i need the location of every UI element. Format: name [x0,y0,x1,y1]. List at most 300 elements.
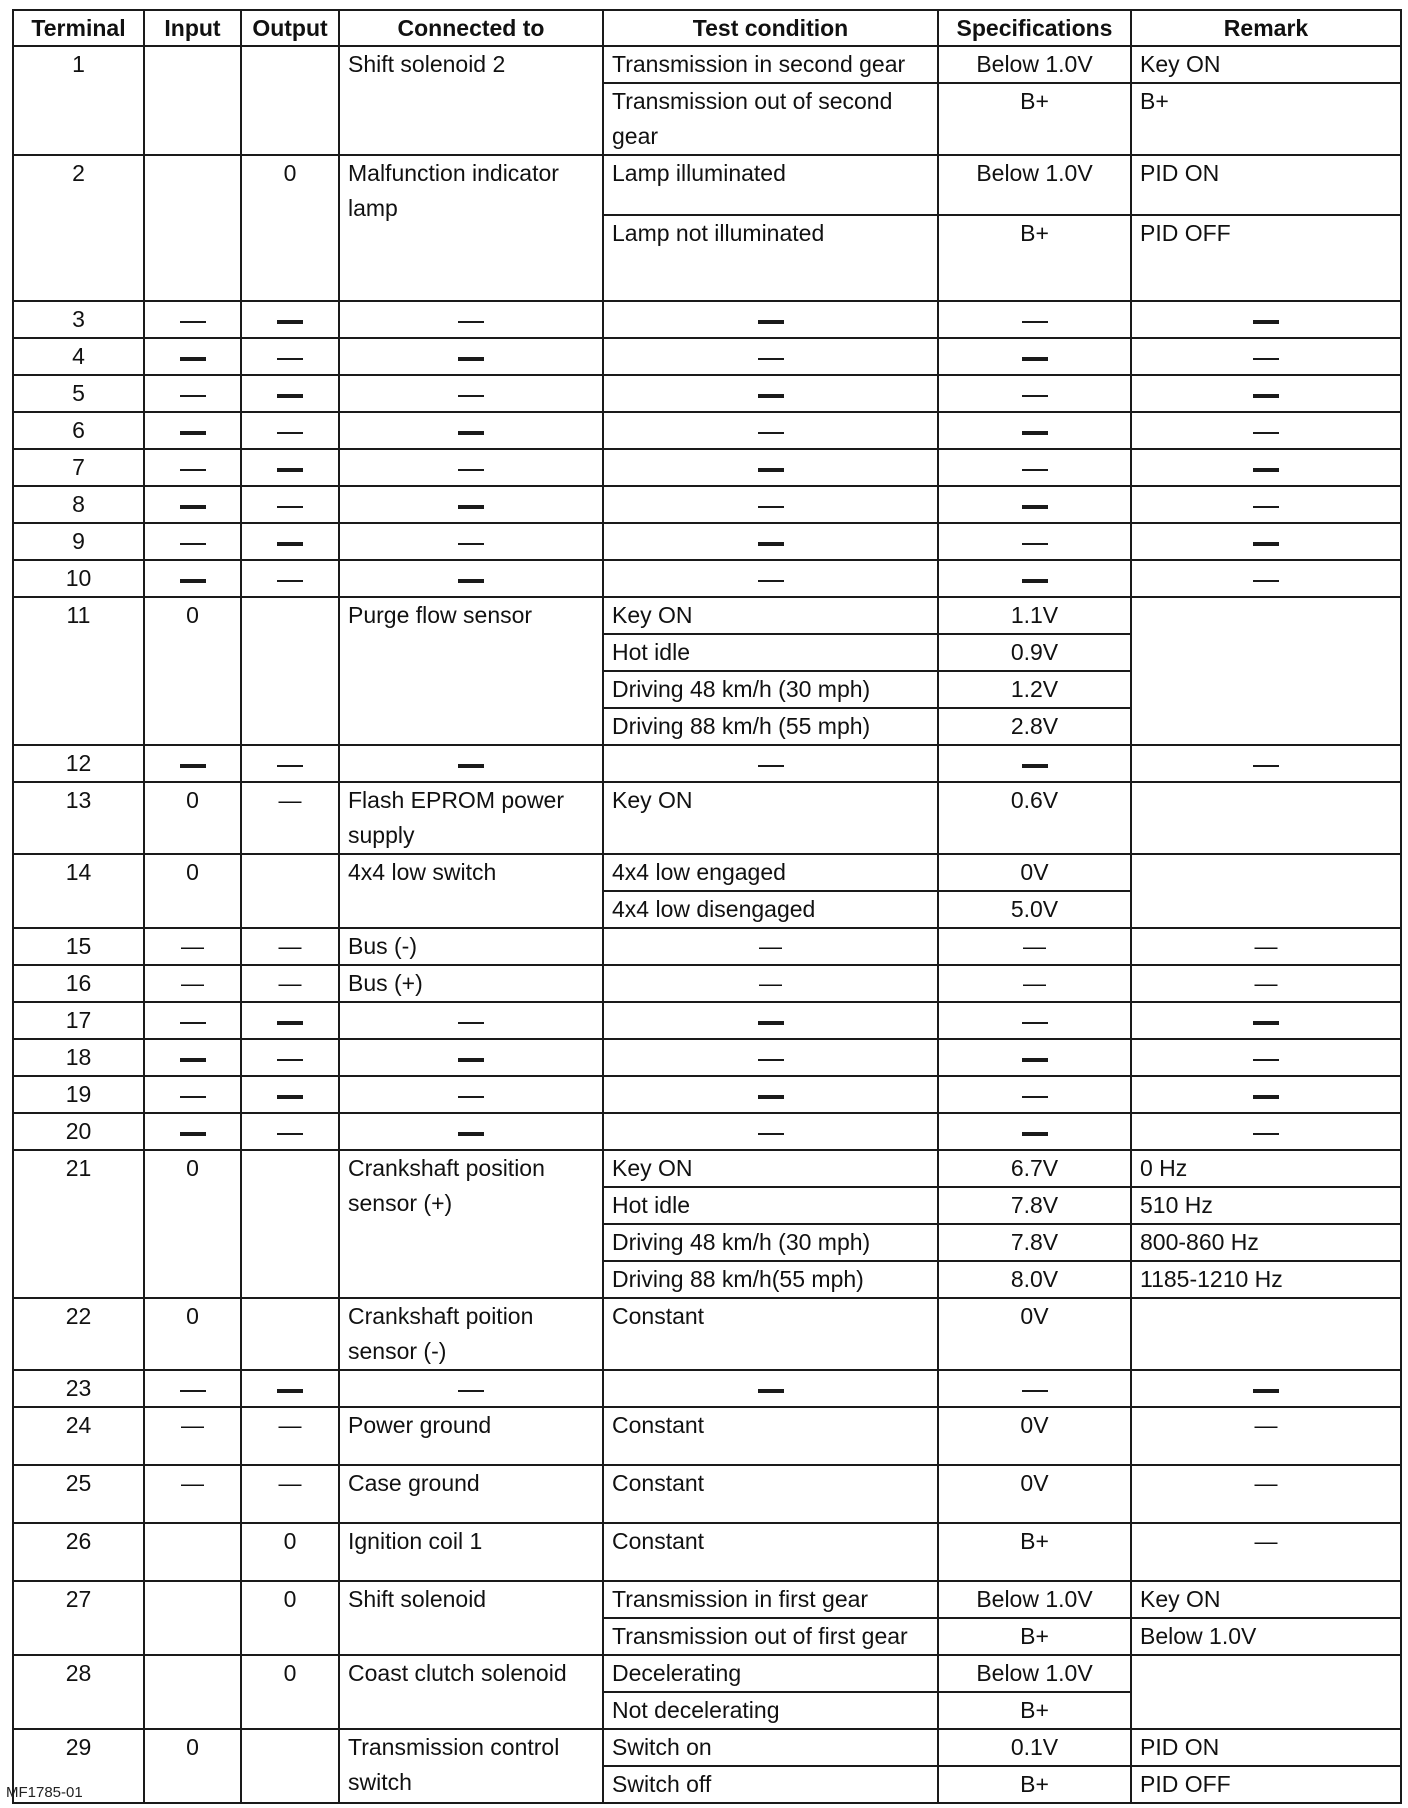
remark-cell [1131,1298,1401,1370]
dash-mark [458,1096,484,1098]
header-terminal: Terminal [13,10,144,46]
output-cell [241,597,339,745]
spec-cell [938,1113,1131,1150]
spec-cell [938,1039,1131,1076]
table-row [13,412,1401,449]
dash-mark [180,395,206,397]
condition-cell: Hot idle [603,634,938,671]
terminal-cell: 26 [13,1523,144,1581]
table-row [13,560,1401,597]
spec-cell: B+ [938,83,1131,155]
input-cell [144,1370,241,1407]
table-row [13,1370,1401,1407]
dash-mark [458,1132,484,1136]
table-row [13,1465,1401,1523]
terminal-cell: 21 [13,1150,144,1298]
dash-mark [758,1389,784,1393]
terminal-cell: 22 [13,1298,144,1370]
dash-mark [758,765,784,767]
remark-cell [1131,301,1401,338]
dash-mark [277,468,303,472]
input-cell: 0 [144,1150,241,1298]
terminal-cell: 2 [13,155,144,301]
dash-mark [758,394,784,398]
header-row [13,10,1401,46]
output-cell [241,1370,339,1407]
terminal-cell: 24 [13,1407,144,1465]
terminal-cell: 6 [13,412,144,449]
remark-cell: — [1131,928,1401,965]
input-cell: 0 [144,1729,241,1803]
output-cell [241,1113,339,1150]
output-cell [241,1298,339,1370]
condition-cell: 4x4 low disengaged [603,891,938,928]
table-row [13,375,1401,412]
header-connected-to: Connected to [339,10,603,46]
table-row [13,46,1401,83]
condition-cell [603,1076,938,1113]
table-row [13,338,1401,375]
connected-cell [339,301,603,338]
dash-mark [758,358,784,360]
terminal-cell: 3 [13,301,144,338]
spec-cell: 5.0V [938,891,1131,928]
remark-cell: PID ON [1131,1729,1401,1766]
output-cell [241,486,339,523]
remark-cell [1131,782,1401,854]
dash-mark [180,431,206,435]
condition-cell [603,1370,938,1407]
spec-cell: 6.7V [938,1150,1131,1187]
table-row [13,1002,1401,1039]
connected-cell: Bus (+) [339,965,603,1002]
remark-cell [1131,1113,1401,1150]
dash-mark [180,579,206,583]
connected-cell: Flash EPROM power supply [339,782,603,854]
spec-cell [938,560,1131,597]
dash-mark [458,1058,484,1062]
terminal-cell: 16 [13,965,144,1002]
connected-cell [339,560,603,597]
spec-cell [938,375,1131,412]
spec-cell: 0.9V [938,634,1131,671]
table-row [13,597,1401,634]
condition-cell: Key ON [603,782,938,854]
dash-mark [758,432,784,434]
dash-mark [277,580,303,582]
dash-mark [458,505,484,509]
spec-cell: — [938,928,1131,965]
table-row [13,1298,1401,1370]
connected-cell [339,375,603,412]
output-cell [241,1039,339,1076]
condition-cell: Driving 48 km/h (30 mph) [603,671,938,708]
remark-cell [1131,375,1401,412]
pin-specification-sheet [12,9,1400,1804]
spec-cell [938,449,1131,486]
dash-mark [1253,1021,1279,1025]
spec-cell [938,523,1131,560]
remark-cell: — [1131,965,1401,1002]
terminal-cell: 13 [13,782,144,854]
condition-cell [603,375,938,412]
input-cell [144,1076,241,1113]
remark-cell: 0 Hz [1131,1150,1401,1187]
condition-cell: Lamp not illuminated [603,215,938,301]
output-cell [241,1729,339,1803]
remark-cell: — [1131,1407,1401,1465]
condition-cell [603,1113,938,1150]
condition-cell: Switch on [603,1729,938,1766]
connected-cell: Ignition coil 1 [339,1523,603,1581]
output-cell [241,301,339,338]
condition-cell: Transmission in second gear [603,46,938,83]
condition-cell: Not decelerating [603,1692,938,1729]
dash-mark [758,1021,784,1025]
dash-mark [1022,1058,1048,1062]
figure-caption: MF1785-01 [6,1784,83,1801]
dash-mark [1253,432,1279,434]
spec-cell: 0V [938,1407,1131,1465]
header-test-condition: Test condition [603,10,938,46]
remark-cell: PID OFF [1131,1766,1401,1803]
dash-mark [1253,468,1279,472]
terminal-cell: 11 [13,597,144,745]
dash-mark [1022,1390,1048,1392]
dash-mark [458,395,484,397]
terminal-cell: 29 [13,1729,144,1803]
terminal-cell: 28 [13,1655,144,1729]
spec-cell [938,412,1131,449]
output-cell [241,1076,339,1113]
condition-cell: Transmission in first gear [603,1581,938,1618]
input-cell [144,412,241,449]
dash-mark [1253,765,1279,767]
input-cell: 0 [144,854,241,928]
dash-mark [277,432,303,434]
dash-mark [1253,1389,1279,1393]
output-cell: — [241,965,339,1002]
terminal-cell: 10 [13,560,144,597]
dash-mark [1253,358,1279,360]
output-cell [241,412,339,449]
dash-mark [180,1022,206,1024]
header-input: Input [144,10,241,46]
input-cell [144,449,241,486]
condition-cell [603,412,938,449]
input-cell: 0 [144,1298,241,1370]
spec-cell: — [938,965,1131,1002]
spec-cell [938,486,1131,523]
terminal-cell: 14 [13,854,144,928]
terminal-cell: 12 [13,745,144,782]
spec-cell [938,338,1131,375]
dash-mark [180,1096,206,1098]
dash-mark [277,1095,303,1099]
output-cell [241,449,339,486]
connected-cell [339,1002,603,1039]
dash-mark [180,357,206,361]
remark-cell [1131,1370,1401,1407]
table-row [13,928,1401,965]
remark-cell: Below 1.0V [1131,1618,1401,1655]
dash-mark [1253,580,1279,582]
connected-cell [339,1039,603,1076]
connected-cell [339,523,603,560]
connected-cell: Coast clutch solenoid [339,1655,603,1729]
dash-mark [1022,431,1048,435]
input-cell: — [144,965,241,1002]
dash-mark [1022,321,1048,323]
condition-cell: Decelerating [603,1655,938,1692]
dash-mark [180,321,206,323]
input-cell: — [144,1465,241,1523]
output-cell [241,745,339,782]
connected-cell [339,745,603,782]
dash-mark [1022,1096,1048,1098]
input-cell: 0 [144,782,241,854]
dash-mark [458,764,484,768]
pin-table [12,9,1402,1804]
dash-mark [1253,320,1279,324]
dash-mark [458,1022,484,1024]
condition-cell: Switch off [603,1766,938,1803]
dash-mark [1022,357,1048,361]
spec-cell: 1.2V [938,671,1131,708]
table-row [13,1076,1401,1113]
spec-cell [938,1076,1131,1113]
spec-cell: 2.8V [938,708,1131,745]
condition-cell: Driving 88 km/h(55 mph) [603,1261,938,1298]
terminal-cell: 20 [13,1113,144,1150]
remark-cell: — [1131,1465,1401,1523]
table-row [13,782,1401,854]
condition-cell: Driving 88 km/h (55 mph) [603,708,938,745]
dash-mark [758,580,784,582]
input-cell [144,745,241,782]
terminal-cell: 19 [13,1076,144,1113]
input-cell [144,46,241,155]
input-cell [144,523,241,560]
dash-mark [1022,579,1048,583]
dash-mark [277,1021,303,1025]
remark-cell [1131,1655,1401,1729]
spec-cell: B+ [938,1523,1131,1581]
connected-cell: Shift solenoid 2 [339,46,603,155]
condition-cell: Lamp illuminated [603,155,938,215]
dash-mark [180,543,206,545]
dash-mark [180,764,206,768]
connected-cell: Transmission control switch [339,1729,603,1803]
output-cell: — [241,782,339,854]
condition-cell: Constant [603,1407,938,1465]
input-cell: — [144,1407,241,1465]
condition-cell [603,1039,938,1076]
dash-mark [277,1059,303,1061]
terminal-cell: 9 [13,523,144,560]
remark-cell [1131,523,1401,560]
input-cell [144,560,241,597]
terminal-cell: 8 [13,486,144,523]
input-cell [144,1039,241,1076]
output-cell [241,523,339,560]
terminal-cell: 17 [13,1002,144,1039]
condition-cell [603,338,938,375]
condition-cell: Constant [603,1523,938,1581]
condition-cell [603,745,938,782]
remark-cell [1131,1039,1401,1076]
spec-cell: 1.1V [938,597,1131,634]
table-row [13,1150,1401,1187]
spec-cell: Below 1.0V [938,46,1131,83]
dash-mark [1253,1059,1279,1061]
condition-cell: Hot idle [603,1187,938,1224]
input-cell: 0 [144,597,241,745]
remark-cell [1131,597,1401,745]
spec-cell: 0V [938,854,1131,891]
input-cell [144,338,241,375]
condition-cell [603,301,938,338]
spec-cell [938,1370,1131,1407]
dash-mark [1022,505,1048,509]
connected-cell: Malfunction indicator lamp [339,155,603,301]
dash-mark [458,357,484,361]
remark-cell [1131,412,1401,449]
dash-mark [1022,1132,1048,1136]
output-cell: 0 [241,1581,339,1655]
spec-cell: B+ [938,1618,1131,1655]
dash-mark [180,1390,206,1392]
connected-cell [339,412,603,449]
remark-cell: B+ [1131,83,1401,155]
output-cell [241,46,339,155]
condition-cell: 4x4 low engaged [603,854,938,891]
condition-cell: Driving 48 km/h (30 mph) [603,1224,938,1261]
remark-cell [1131,449,1401,486]
connected-cell [339,449,603,486]
dash-mark [458,321,484,323]
dash-mark [458,1390,484,1392]
table-row [13,965,1401,1002]
spec-cell: Below 1.0V [938,1655,1131,1692]
terminal-cell: 5 [13,375,144,412]
condition-cell [603,486,938,523]
header-specifications: Specifications [938,10,1131,46]
condition-cell: — [603,928,938,965]
dash-mark [758,320,784,324]
spec-cell [938,1002,1131,1039]
output-cell: 0 [241,1523,339,1581]
spec-cell: 0V [938,1465,1131,1523]
input-cell [144,1523,241,1581]
spec-cell: Below 1.0V [938,155,1131,215]
spec-cell: 7.8V [938,1187,1131,1224]
dash-mark [758,542,784,546]
dash-mark [1022,395,1048,397]
dash-mark [180,505,206,509]
table-row [13,1407,1401,1465]
remark-cell: 510 Hz [1131,1187,1401,1224]
condition-cell [603,449,938,486]
dash-mark [458,431,484,435]
condition-cell [603,1002,938,1039]
dash-mark [458,543,484,545]
spec-cell: 7.8V [938,1224,1131,1261]
dash-mark [277,394,303,398]
connected-cell: Bus (-) [339,928,603,965]
output-cell: — [241,1465,339,1523]
dash-mark [180,469,206,471]
input-cell [144,1655,241,1729]
output-cell: 0 [241,155,339,301]
dash-mark [180,1058,206,1062]
dash-mark [758,468,784,472]
condition-cell [603,523,938,560]
terminal-cell: 25 [13,1465,144,1523]
remark-cell [1131,1002,1401,1039]
terminal-cell: 18 [13,1039,144,1076]
terminal-cell: 27 [13,1581,144,1655]
input-cell [144,1113,241,1150]
dash-mark [758,1059,784,1061]
condition-cell [603,560,938,597]
dash-mark [1253,1095,1279,1099]
remark-cell: Key ON [1131,46,1401,83]
connected-cell: 4x4 low switch [339,854,603,928]
dash-mark [180,1132,206,1136]
spec-cell: 0V [938,1298,1131,1370]
input-cell: — [144,928,241,965]
terminal-cell: 15 [13,928,144,965]
remark-cell [1131,486,1401,523]
spec-cell: B+ [938,1766,1131,1803]
output-cell: 0 [241,1655,339,1729]
connected-cell: Shift solenoid [339,1581,603,1655]
dash-mark [1253,506,1279,508]
output-cell [241,1150,339,1298]
spec-cell: 8.0V [938,1261,1131,1298]
connected-cell [339,1370,603,1407]
condition-cell: Constant [603,1298,938,1370]
table-row [13,745,1401,782]
dash-mark [1022,543,1048,545]
dash-mark [1022,764,1048,768]
connected-cell [339,1113,603,1150]
remark-cell: PID ON [1131,155,1401,215]
header-output: Output [241,10,339,46]
dash-mark [1253,542,1279,546]
connected-cell: Crankshaft poition sensor (-) [339,1298,603,1370]
input-cell [144,1581,241,1655]
connected-cell [339,486,603,523]
table-row [13,449,1401,486]
connected-cell: Case ground [339,1465,603,1523]
table-row [13,523,1401,560]
spec-cell: 0.1V [938,1729,1131,1766]
terminal-cell: 7 [13,449,144,486]
dash-mark [758,1095,784,1099]
dash-mark [1253,394,1279,398]
input-cell [144,375,241,412]
output-cell: — [241,928,339,965]
remark-cell: — [1131,1523,1401,1581]
input-cell [144,301,241,338]
table-row [13,1729,1401,1766]
output-cell [241,375,339,412]
table-row [13,854,1401,891]
remark-cell [1131,745,1401,782]
output-cell [241,1002,339,1039]
